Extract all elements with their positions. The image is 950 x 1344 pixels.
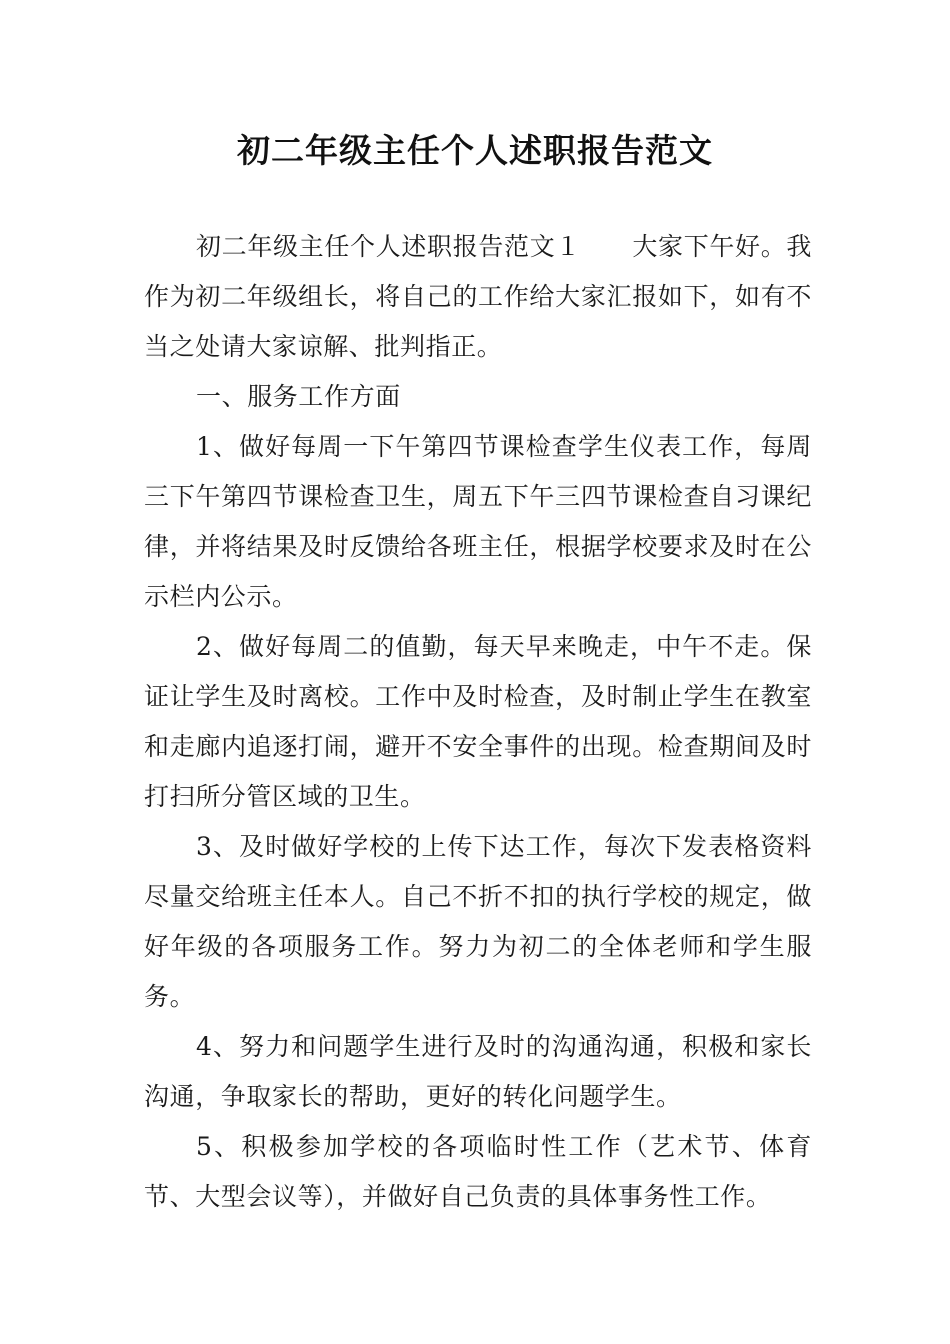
paragraph-intro: 初二年级主任个人述职报告范文１ 大家下午好。我作为初二年级组长，将自己的工作给大家汇报如下，如有不当之处请大家谅解、批判指正。 [144,232,812,361]
section-heading-service-work: 一、服务工作方面 [196,382,401,411]
paragraph-item-1: 1、做好每周一下午第四节课检查学生仪表工作，每周三下午第四节课检查卫生，周五下午三四节课检查自习课纪律，并将结果及时反馈给各班主任，根据学校要求及时在公示栏内公示。 [144,432,812,611]
paragraph-item-4: 4、努力和问题学生进行及时的沟通沟通，积极和家长沟通，争取家长的帮助，更好的转化问题学生。 [144,1032,812,1111]
paragraph-item-2: 2、做好每周二的值勤，每天早来晚走，中午不走。保证让学生及时离校。工作中及时检查，及时制止学生在教室和走廊内追逐打闹，避开不安全事件的出现。检查期间及时打扫所分管区域的卫生。 [144,632,812,811]
paragraph-item-5: 5、积极参加学校的各项临时性工作（艺术节、体育节、大型会议等），并做好自己负责的具体事务性工作。 [144,1132,812,1211]
paragraph-item-3: 3、及时做好学校的上传下达工作，每次下发表格资料尽量交给班主任本人。自己不折不扣的执行学校的规定，做好年级的各项服务工作。努力为初二的全体老师和学生服务。 [144,832,812,1011]
document-title: 初二年级主任个人述职报告范文 [237,131,713,170]
document-body [144,222,812,1222]
